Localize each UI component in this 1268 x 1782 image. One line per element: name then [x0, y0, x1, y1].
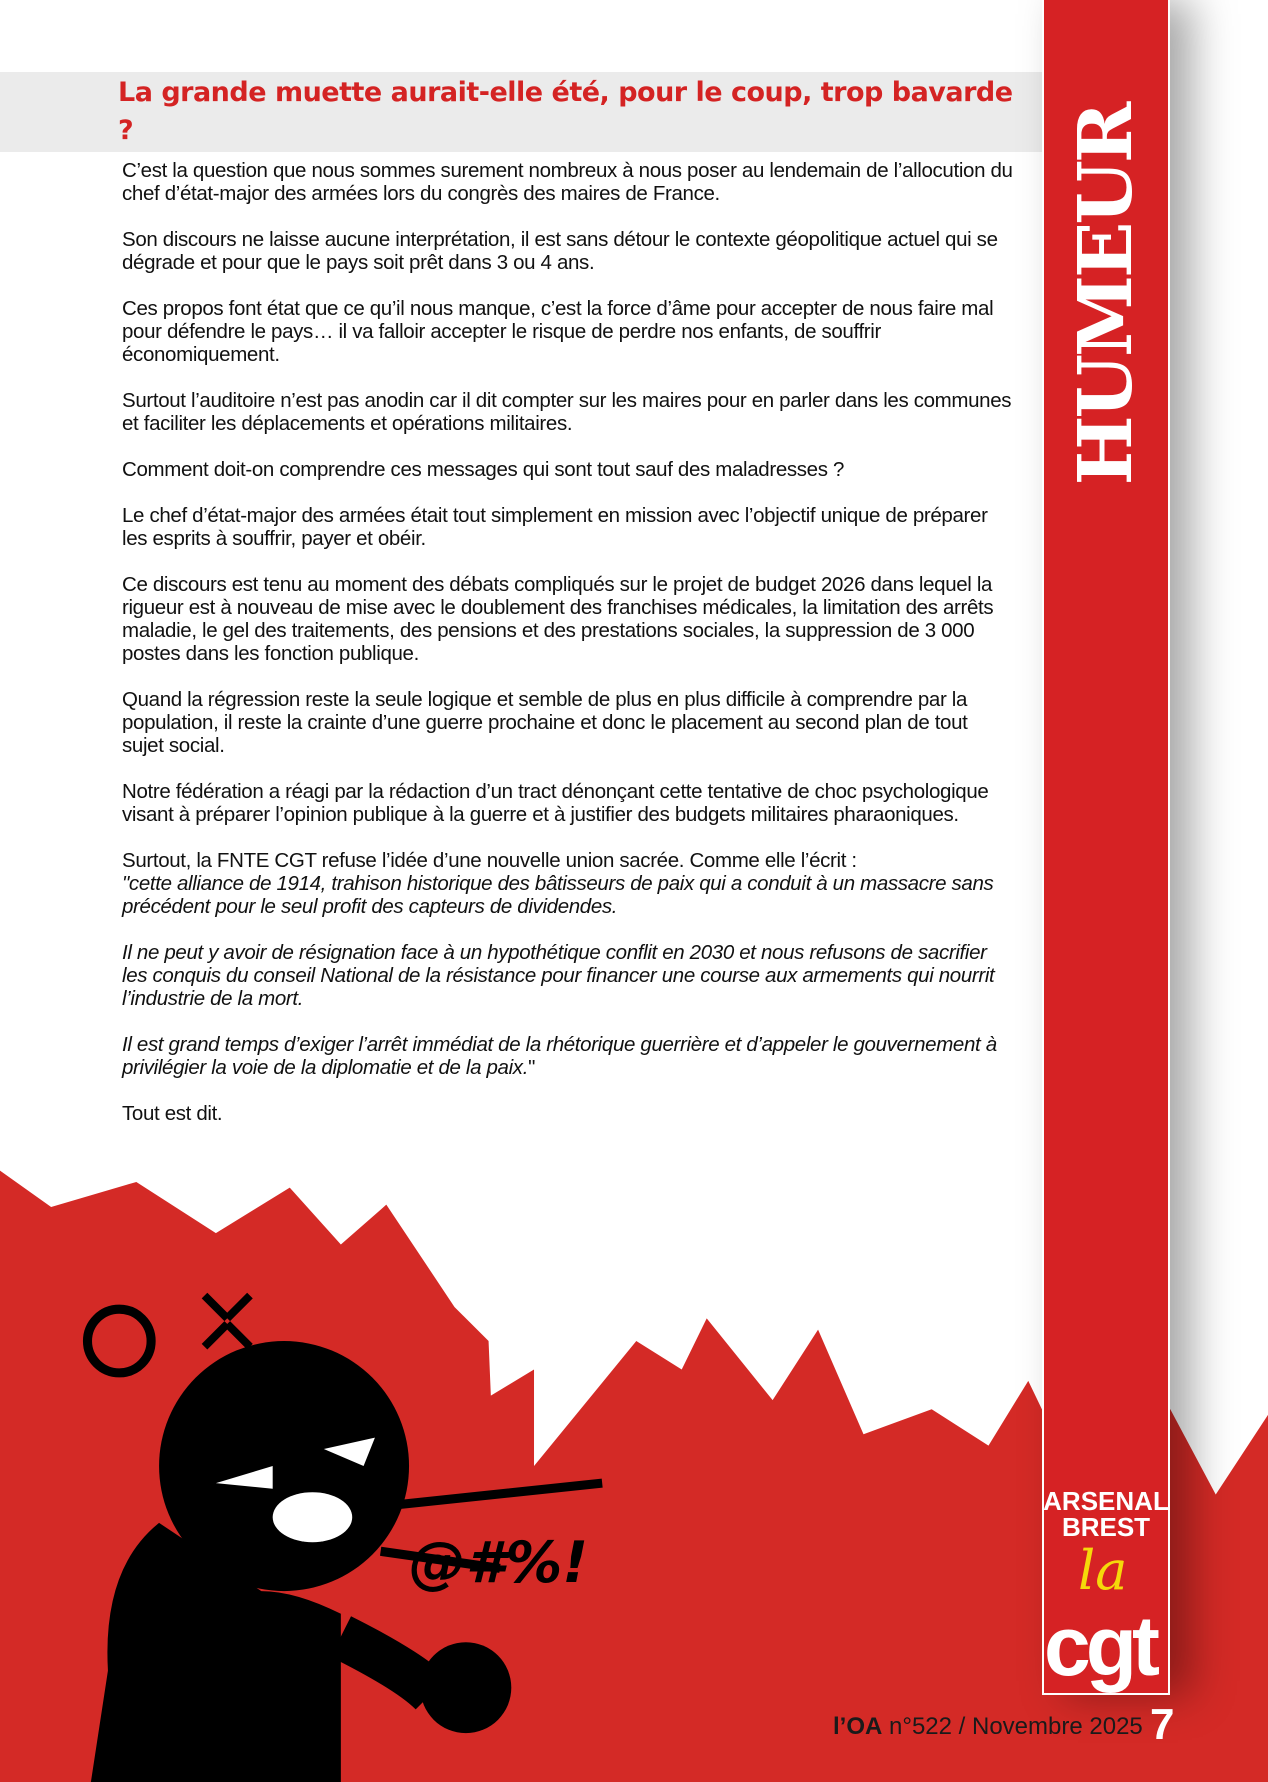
paragraph: Ce discours est tenu au moment des débats compliqués sur le projet de budget 2026 dans lequel la rigueur est à nouveau de mise avec le doublement des franchises médicales, la limitation des arrêts maladie, le gel des traitements, des pensions et des prestations sociales, la suppression de 3 000 postes dans les fonction publique. [122, 573, 994, 665]
article-body [122, 159, 1014, 1148]
quote-end: " [528, 1056, 535, 1079]
paragraph: Le chef d’état-major des armées était tout simplement en mission avec l’objectif unique de préparer les esprits à souffrir, payer et obéir. [122, 504, 988, 550]
footer-publication [833, 1713, 1143, 1741]
cartoon-exclamation: @#%! [409, 1529, 589, 1596]
quote-paragraph-3 [122, 1033, 1014, 1079]
page-number: 7 [1150, 1700, 1175, 1749]
cgt-logo [1042, 1488, 1170, 1540]
paragraph: Surtout l’auditoire n’est pas anodin car il dit compter sur les maires pour en parler dans les communes et faciliter les déplacements et opérations militaires. [122, 389, 1012, 435]
paragraph: Quand la régression reste la seule logique et semble de plus en plus difficile à comprendre par la population, il reste la crainte d’une guerre prochaine et donc le placement au second plan de tout sujet social. [122, 688, 968, 757]
logo-line2: BREST [1061, 1512, 1151, 1542]
logo-la: la [1078, 1539, 1128, 1602]
paragraph: Son discours ne laisse aucune interprétation, il est sans détour le contexte géopolitique actuel qui se dégrade et pour que le pays soit prêt dans 3 ou 4 ans. [122, 228, 998, 274]
logo-cgt: cgt [1044, 1599, 1155, 1693]
paragraph: Ces propos font état que ce qu’il nous manque, c’est la force d’âme pour accepter de nous faire mal pour défendre le pays… il va falloir accepter le risque de perdre nos enfants, de souffrir économiquement. [122, 297, 994, 366]
article-title: La grande muette aurait-elle été, pour le coup, trop bavarde ? [118, 77, 1013, 146]
quote-1: "cette alliance de 1914, trahison historique des bâtisseurs de paix qui a conduit à un massacre sans précédent pour le seul profit des capteurs de dividendes. [122, 872, 994, 918]
logo-line1: ARSENAL [1043, 1486, 1169, 1516]
paragraph: Comment doit-on comprendre ces messages qui sont tout sauf des maladresses ? [122, 458, 845, 481]
closing: Tout est dit. [122, 1102, 223, 1125]
paragraph: Notre fédération a réagi par la rédaction d’un tract dénonçant cette tentative de choc psychologique visant à préparer l’opinion publique à la guerre et à justifier des budgets militaires pharaoniques. [122, 780, 989, 826]
quote-intro: Surtout, la FNTE CGT refuse l’idée d’une nouvelle union sacrée. Comme elle l’écrit : [122, 849, 857, 872]
paragraph: C’est la question que nous sommes surement nombreux à nous poser au lendemain de l’allocution du chef d’état-major des armées lors du congrès des maires de France. [122, 159, 1013, 205]
quote-2: Il ne peut y avoir de résignation face à un hypothétique conflit en 2030 et nous refusons de sacrifier les conquis du conseil National de la résistance pour financer une course aux armements qui nourrit l’industrie de la mort. [122, 941, 995, 1010]
publication-name: l’OA [833, 1713, 883, 1740]
quote-3: Il est grand temps d’exiger l’arrêt immédiat de la rhétorique guerrière et d’appeler le gouvernement à privilégier la voie de la diplomatie et de la paix. [122, 1033, 997, 1079]
section-label: HUMEUR [1063, 104, 1149, 486]
quote-paragraph [122, 849, 1014, 918]
issue-info: n°522 / Novembre 2025 [882, 1713, 1143, 1740]
